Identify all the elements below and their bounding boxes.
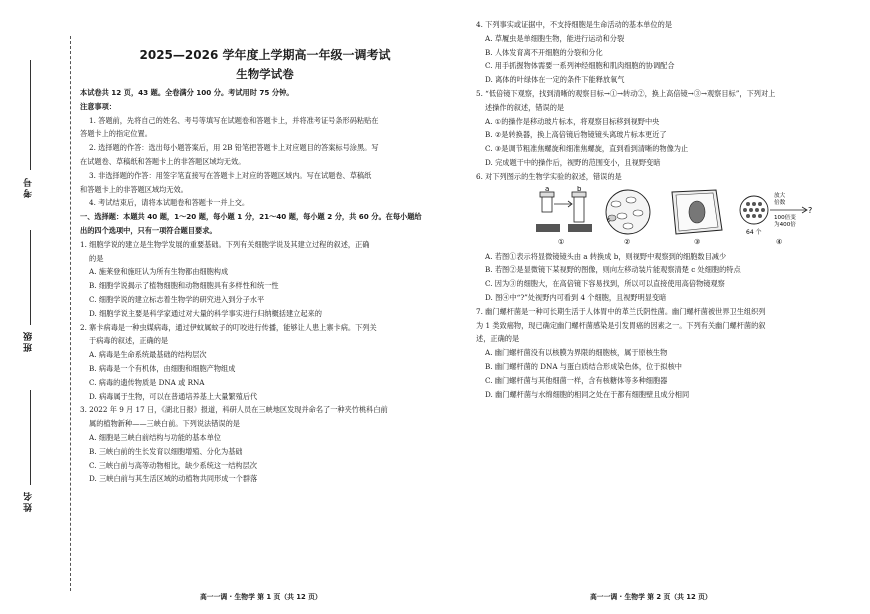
notice-line: 2. 选择题的作答：选出每小题答案后，用 2B 铅笔把答题卡上对应题目的答案标号涂黑。写	[89, 143, 379, 153]
question-3-option: C. 三峡白前与高等动物相比，缺少系统这一结构层次	[89, 460, 257, 470]
page-1-footer: 高一一调 · 生物学 第 1 页（共 12 页）	[200, 593, 322, 601]
question-5-option: D. 完成题干中的操作后，视野的范围变小，且视野变暗	[485, 157, 661, 167]
question-6-option: B. 若图②是显微镜下某视野的图像，则向左移动装片能观察清楚 c 处细胞的特点	[485, 265, 741, 275]
left-column	[80, 46, 450, 486]
exam-title: 2025—2026 学年度上学期高一年级一调考试	[139, 48, 391, 62]
section-heading: 出的四个选项中，只有一项符合题目要求。	[80, 225, 217, 235]
notice-line: 和答题卡上的非答题区域均无效。	[80, 184, 188, 194]
question-3-option: A. 细胞是三峡白前结构与功能的基本单位	[89, 432, 221, 442]
question-6-option: C. 因为③的细胞大，在高倍镜下容易找到，所以可以直接使用高倍物镜观察	[485, 279, 725, 289]
question-1-stem: 的是	[89, 253, 104, 263]
exam-intro: 本试卷共 12 页，43 题。全卷满分 100 分。考试用时 75 分钟。	[80, 88, 294, 97]
question-6-option: D. 图④中“?”处视野内可看到 4 个细胞，且视野明显变暗	[485, 292, 667, 302]
notice-heading: 注意事项：	[80, 101, 116, 111]
question-5-option: A. ①的操作是移动玻片标本，将观察目标移到视野中央	[485, 116, 660, 126]
unknown-mark: ?	[808, 205, 813, 215]
question-7-option: A. 幽门螺杆菌没有以核膜为界限的细胞核，属于原核生物	[485, 348, 668, 358]
figure-3-number: ③	[694, 237, 701, 246]
question-4-stem: 4. 下列事实或证据中，不支持细胞是生命活动的基本单位的是	[476, 20, 673, 29]
question-4-option: D. 离体的叶绿体在一定的条件下能释放氧气	[485, 75, 625, 85]
question-6-stem: 6. 对下列图示的生物学实验的叙述，错误的是	[476, 171, 622, 181]
question-7-option: B. 幽门螺杆菌的 DNA 与蛋白质结合形成染色体，位于拟核中	[485, 361, 682, 371]
right-column	[476, 18, 851, 401]
question-2-option: B. 病毒是一个有机体，由细胞和细胞产物组成	[89, 363, 236, 373]
notice-line: 答题卡上的指定位置。	[80, 129, 152, 139]
question-2-option: A. 病毒是生命系统最基础的结构层次	[89, 350, 207, 360]
question-5-option: C. ③是调节粗准焦螺旋和细准焦螺旋，直到看到清晰的物像为止	[485, 144, 689, 154]
question-1-option: D. 细胞学说主要是科学家通过对大量的科学事实进行归纳概括建立起来的	[89, 308, 322, 318]
name-label: 姓名	[24, 490, 34, 512]
question-4-option: C. 用手抓握物体需要一系列神经细胞和肌肉细胞的协调配合	[485, 61, 675, 71]
question-7-option: C. 幽门螺杆菌与其他细菌一样，含有核糖体等多种细胞器	[485, 375, 668, 385]
page-2-footer: 高一一调 · 生物学 第 2 页（共 12 页）	[590, 593, 712, 601]
class-label: 班级	[24, 330, 34, 352]
magnification-text-2: 倍数	[774, 199, 786, 206]
question-4-option: B. 人体发育离不开细胞的分裂和分化	[485, 47, 603, 57]
exam-number-line	[30, 60, 31, 170]
lens-a-label: a	[545, 185, 550, 193]
microscope-figure-svg	[476, 186, 851, 248]
question-7-option: D. 幽门螺杆菌与水绵细胞的相同之处在于都有细胞壁且成分相同	[485, 389, 690, 399]
field-of-view-diagram	[606, 190, 650, 234]
magnification-text-4: 为400倍	[774, 221, 796, 228]
question-3-stem: 属的植物新种——三峡白前。下列说法错误的是	[89, 419, 240, 429]
question-5-option: B. ②是转换器，换上高倍镜后物镜镜头离玻片标本更近了	[485, 130, 667, 140]
question-3-stem: 3. 2022 年 9 月 17 日，《湖北日报》报道，科研人员在三峡地区发现并命名了一种夹竹桃科白前	[80, 405, 388, 415]
question-6-option: A. 若图①表示将显微镜镜头由 a 转换成 b，则视野中观察到的细胞数目减少	[485, 251, 727, 261]
lens-b-label: b	[577, 185, 582, 193]
notice-line: 在试题卷、草稿纸和答题卡上的非答题区域均无效。	[80, 156, 246, 166]
question-7-stem: 述，正确的是	[476, 334, 520, 344]
binding-dashed-line	[70, 36, 71, 591]
figure-4-number: ④	[776, 237, 783, 246]
cell-count-label: 64 个	[746, 228, 762, 236]
magnification-text-1: 放大	[774, 192, 786, 199]
question-1-option: B. 细胞学说揭示了植物细胞和动物细胞具有多样性和统一性	[89, 281, 279, 291]
question-2-option: C. 病毒的遗传物质是 DNA 或 RNA	[89, 377, 205, 387]
plant-cell-diagram	[672, 190, 722, 234]
figure-2-number: ②	[624, 237, 631, 246]
question-5-stem: 述操作的叙述，错误的是	[485, 102, 565, 112]
question-7-stem: 7. 幽门螺杆菌是一种可长期生活于人体胃中的革兰氏阴性菌。幽门螺杆菌被世界卫生组织列	[476, 306, 766, 316]
cell-c-label: c	[607, 216, 611, 224]
question-6-figure	[476, 186, 851, 248]
question-7-stem: 为 1 类致癌物，现已确定幽门螺杆菌感染是引发胃癌的因素之一。下列有关幽门螺杆菌的叙	[476, 320, 766, 330]
question-1-option: C. 细胞学说的建立标志着生物学的研究进入到分子水平	[89, 294, 265, 304]
class-line	[30, 230, 31, 325]
question-3-option: D. 三峡白前与其生活区域的动植物共同形成一个群落	[89, 474, 258, 484]
question-5-stem: 5. “低倍镜下观察，找到清晰的观察目标→①→转动②，换上高倍镜→③→观察目标”，下列对上	[476, 88, 776, 98]
exam-number-label: 考号	[24, 176, 34, 198]
notice-line: 4. 考试结束后，请将本试题卷和答题卡一并上交。	[89, 198, 250, 208]
name-line	[30, 390, 31, 485]
exam-subtitle: 生物学试卷	[236, 67, 294, 81]
question-3-option: B. 三峡白前的生长发育以细胞增殖、分化为基础	[89, 446, 243, 456]
question-1-option: A. 施莱登和施旺认为所有生物都由细胞构成	[89, 267, 229, 277]
question-2-stem: 于病毒的叙述，正确的是	[89, 336, 169, 346]
binding-margin	[0, 0, 70, 614]
magnification-diagram	[740, 191, 812, 236]
notice-line: 3. 非选择题的作答：用签字笔直接写在答题卡上对应的答题区域内。写在试题卷、草稿纸	[89, 170, 372, 180]
question-2-option: D. 病毒属于生物，可以在普通培养基上大量繁殖后代	[89, 391, 258, 401]
objective-lens-diagram	[536, 186, 592, 232]
question-4-option: A. 草履虫是单细胞生物，能进行运动和分裂	[485, 33, 625, 43]
figure-1-number: ①	[558, 237, 565, 246]
question-2-stem: 2. 寨卡病毒是一种虫媒病毒，通过伊蚊属蚊子的叮咬进行传播，能够让人患上寨卡病。下列关	[80, 322, 377, 332]
magnification-text-3: 100倍变	[774, 214, 796, 221]
section-heading: 一、选择题：本题共 40 题，1～20 题，每小题 1 分，21～40 题，每小题 2 分，共 60 分。在每小题给	[80, 212, 422, 222]
notice-line: 1. 答题前，先将自己的姓名、考号等填写在试题卷和答题卡上，并将准考证号条形码粘贴在	[89, 115, 379, 125]
question-1-stem: 1. 细胞学说的建立是生物学发展的重要基础。下列有关细胞学说及其建立过程的叙述，正确	[80, 239, 370, 249]
